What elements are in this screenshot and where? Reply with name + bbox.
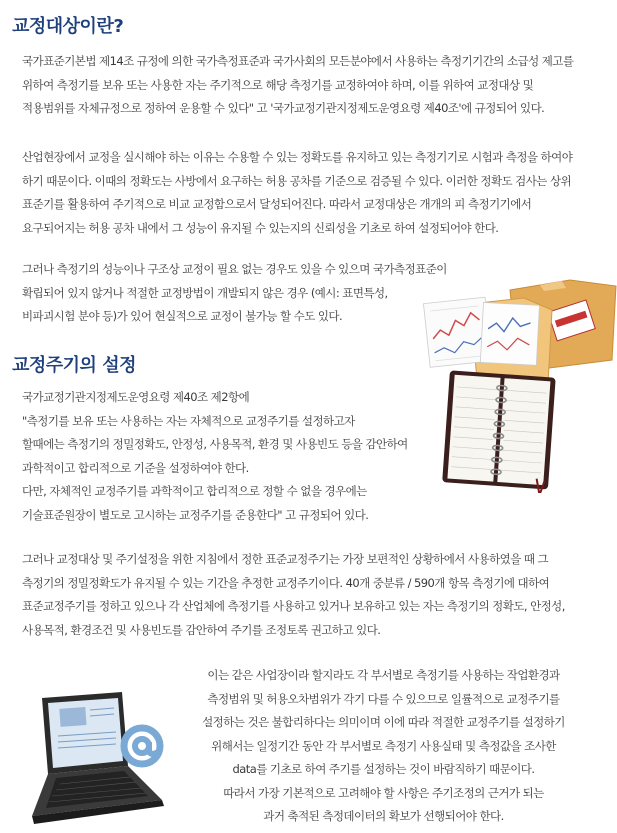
text-line: 과학적이고 합리적으로 기준을 설정하여야 한다. bbox=[22, 460, 249, 475]
text-line: 따라서 가장 기본적으로 고려해야 할 사항은 주기조정의 근거가 되는 bbox=[223, 785, 544, 800]
calibration-interval-paragraph-2 bbox=[22, 548, 565, 642]
text-line: 설정하는 것은 불합리하다는 의미이며 이에 따라 적절한 교정주기를 설정하기 bbox=[202, 715, 565, 729]
calibration-interval-paragraph-1 bbox=[22, 386, 408, 527]
text-line: "측정기를 보유 또는 사용하는 자는 자체적으로 교정주기를 설정하고자 bbox=[22, 413, 355, 428]
calibration-target-paragraph-3 bbox=[22, 258, 447, 329]
text-line: 하기 때문이다. 이때의 정확도는 사방에서 요구하는 허용 공차를 기준으로 검증될 수 있다. 이러한 정확도 검사는 상위 bbox=[22, 173, 572, 188]
text-line: 다만, 자체적인 교정주기를 과학적이고 합리적으로 정할 수 없을 경우에는 bbox=[22, 484, 367, 498]
text-line: 국가교정기관지정제도운영요령 제40조 제2항에 bbox=[22, 390, 250, 404]
text-line: 그러나 측정기의 성능이나 구조상 교정이 필요 없는 경우도 있을 수 있으며 국가측정표준이 bbox=[22, 262, 447, 276]
text-line: 할때에는 측정기의 정밀정확도, 안정성, 사용목적, 환경 및 사용빈도 등을 감안하여 bbox=[22, 437, 408, 451]
section-title-calibration-interval: 교정주기의 설정 bbox=[12, 355, 136, 376]
calibration-target-paragraph-1 bbox=[22, 50, 573, 121]
text-line: 비파괴시험 분야 등)가 있어 현실적으로 교정이 불가능 할 수도 있다. bbox=[22, 309, 343, 323]
text-line: data를 기초로 하여 주기를 설정하는 것이 바람직하기 때문이다. bbox=[232, 762, 535, 776]
laptop-email-illustration bbox=[2, 688, 182, 830]
text-line: 표준교정주기를 정하고 있으나 각 산업체에 측정기를 사용하고 있거나 보유하고 있는 자는 측정기의 정확도, 안정성, bbox=[22, 599, 565, 613]
text-line: 산업현장에서 교정을 실시해야 하는 이유는 수용할 수 있는 정확도를 유지하고 있는 측정기기로 시험과 측정을 하여야 bbox=[22, 150, 573, 164]
text-line: 적용범위를 자체규정으로 정하여 운용할 수 있다" 고 '국가교정기관지정제도운영요령 제40조'에 규정되어 있다. bbox=[22, 101, 545, 115]
planner-notebook-illustration bbox=[440, 366, 560, 493]
text-line: 사용목적, 환경조건 및 사용빈도를 감안하여 주기를 조정토록 권고하고 있다. bbox=[22, 622, 381, 637]
text-line: 국가표준기본법 제14조 규정에 의한 국가측정표준과 국가사회의 모든분야에서 사용하는 측정기기간의 소급성 제고를 bbox=[22, 54, 574, 68]
text-line: 이는 같은 사업장이라 할지라도 각 부서별로 측정기를 사용하는 작업환경과 bbox=[207, 668, 560, 682]
calibration-target-paragraph-2 bbox=[22, 146, 572, 240]
text-line: 위하여 측정기를 보유 또는 사용한 자는 주기적으로 해당 측정기를 교정하여야 하며, 이를 위하여 교정대상 및 bbox=[22, 77, 534, 92]
text-line: 기술표준원장이 별도로 고시하는 교정주기를 준용한다" 고 규정되어 있다. bbox=[22, 507, 369, 522]
text-line: 요구되어지는 허용 공차 내에서 그 성능이 유지될 수 있는지의 신뢰성을 기초로 하여 설정되어야 한다. bbox=[22, 220, 499, 235]
text-line: 측정범위 및 허용오차범위가 각기 다를 수 있으므로 일률적으로 교정주기를 bbox=[207, 691, 560, 706]
section-title-calibration-target: 교정대상이란? bbox=[12, 16, 124, 37]
text-line: 측정기의 정밀정확도가 유지될 수 있는 기간을 추정한 교정주기이다. 40개 중분류 / 590개 항목 측정기에 대하여 bbox=[22, 575, 550, 590]
text-line: 위해서는 일정기간 동안 각 부서별로 측정기 사용실태 및 측정값을 조사한 bbox=[211, 738, 556, 753]
text-line: 그러나 교정대상 및 주기설정을 위한 지침에서 정한 표준교정주기는 가장 보편적인 상황하에서 사용하였을 때 그 bbox=[22, 552, 549, 566]
text-line: 표준기를 활용하여 주기적으로 비교 교정함으로서 달성되어진다. 따라서 교정대상은 개개의 피 측정기기에서 bbox=[22, 197, 532, 211]
text-line: 확립되어 있지 않거나 적절한 교정방법이 개발되지 않은 경우 (예시: 표면특성, bbox=[22, 285, 388, 300]
text-line: 과거 축적된 측정데이터의 확보가 선행되어야 한다. bbox=[263, 809, 504, 823]
